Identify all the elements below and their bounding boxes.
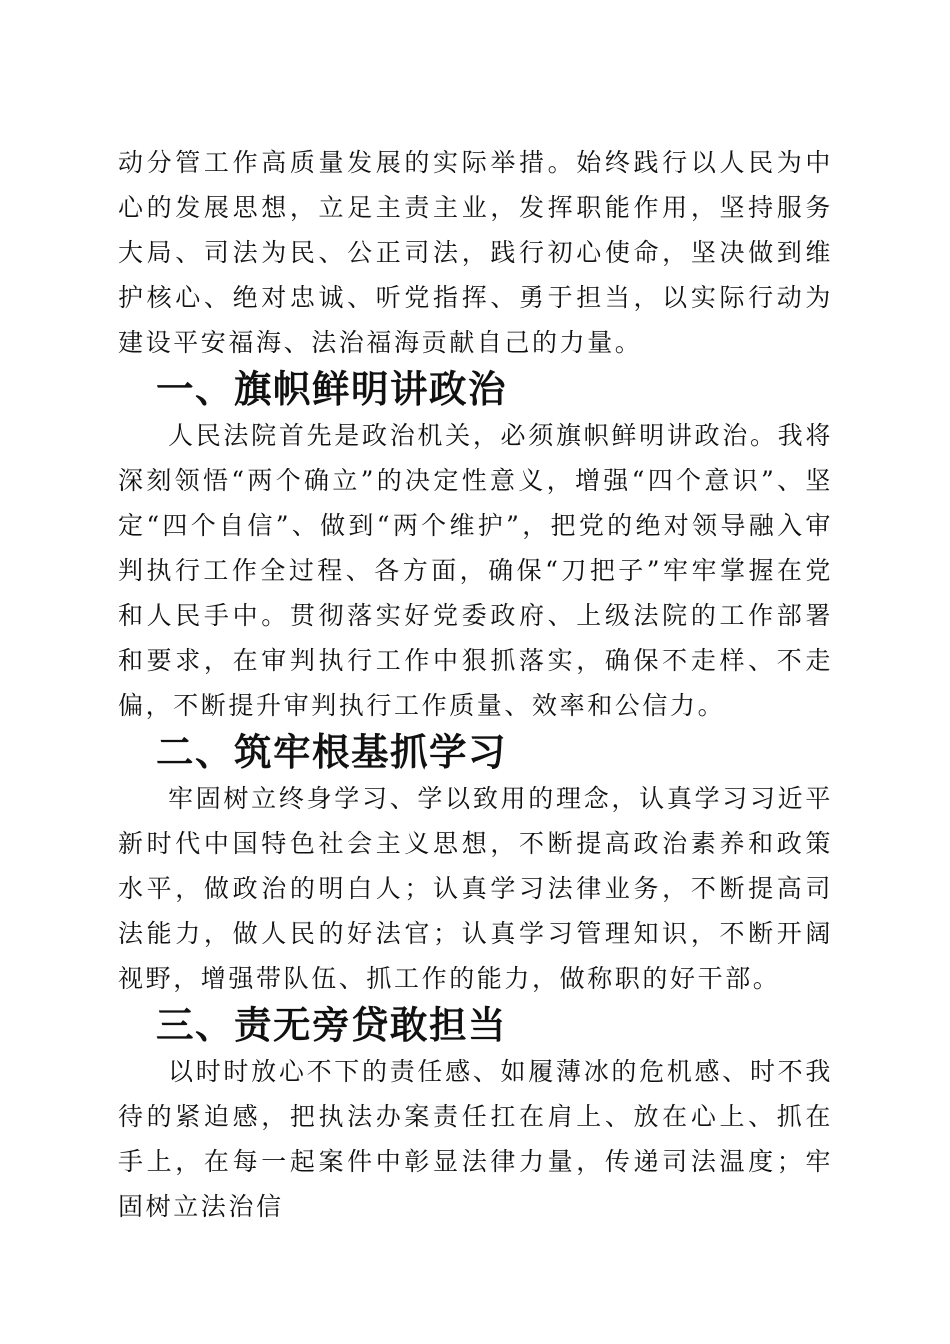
document-body bbox=[118, 140, 833, 1229]
section-heading-responsibility: 三、责无旁贷敢担当 bbox=[156, 1003, 507, 1047]
section-body-study: 牢固树立终身学习、学以致用的理念，认真学习习近平新时代中国特色社会主义思想，不断提高政治素养和政策水平，做政治的明白人；认真学习法律业务，不断提高司法能力，做人民的好法官；认真学习管理知识，不断开阔视野，增强带队伍、抓工作的能力，做称职的好干部。 bbox=[118, 784, 833, 993]
section-heading-study: 二、筑牢根基抓学习 bbox=[156, 730, 507, 774]
intro-paragraph: 动分管工作高质量发展的实际举措。始终践行以人民为中心的发展思想，立足主责主业，发挥职能作用，坚持服务大局、司法为民、公正司法，践行初心使命，坚决做到维护核心、绝对忠诚、听党指挥、勇于担当，以实际行动为建设平安福海、法治福海贡献自己的力量。 bbox=[118, 148, 833, 357]
section-heading-politics: 一、旗帜鲜明讲政治 bbox=[156, 367, 507, 411]
section-body-responsibility: 以时时放心不下的责任感、如履薄冰的危机感、时不我待的紧迫感，把执法办案责任扛在肩上、放在心上、抓在手上，在每一起案件中彰显法律力量，传递司法温度；牢固树立法治信 bbox=[118, 1057, 833, 1221]
section-body-politics: 人民法院首先是政治机关，必须旗帜鲜明讲政治。我将深刻领悟“两个确立”的决定性意义，增强“四个意识”、坚定“四个自信”、做到“两个维护”，把党的绝对领导融入审判执行工作全过程、各方面，确保“刀把子”牢牢掌握在党和人民手中。贯彻落实好党委政府、上级法院的工作部署和要求，在审判执行工作中狠抓落实，确保不走样、不走偏，不断提升审判执行工作质量、效率和公信力。 bbox=[118, 421, 833, 720]
